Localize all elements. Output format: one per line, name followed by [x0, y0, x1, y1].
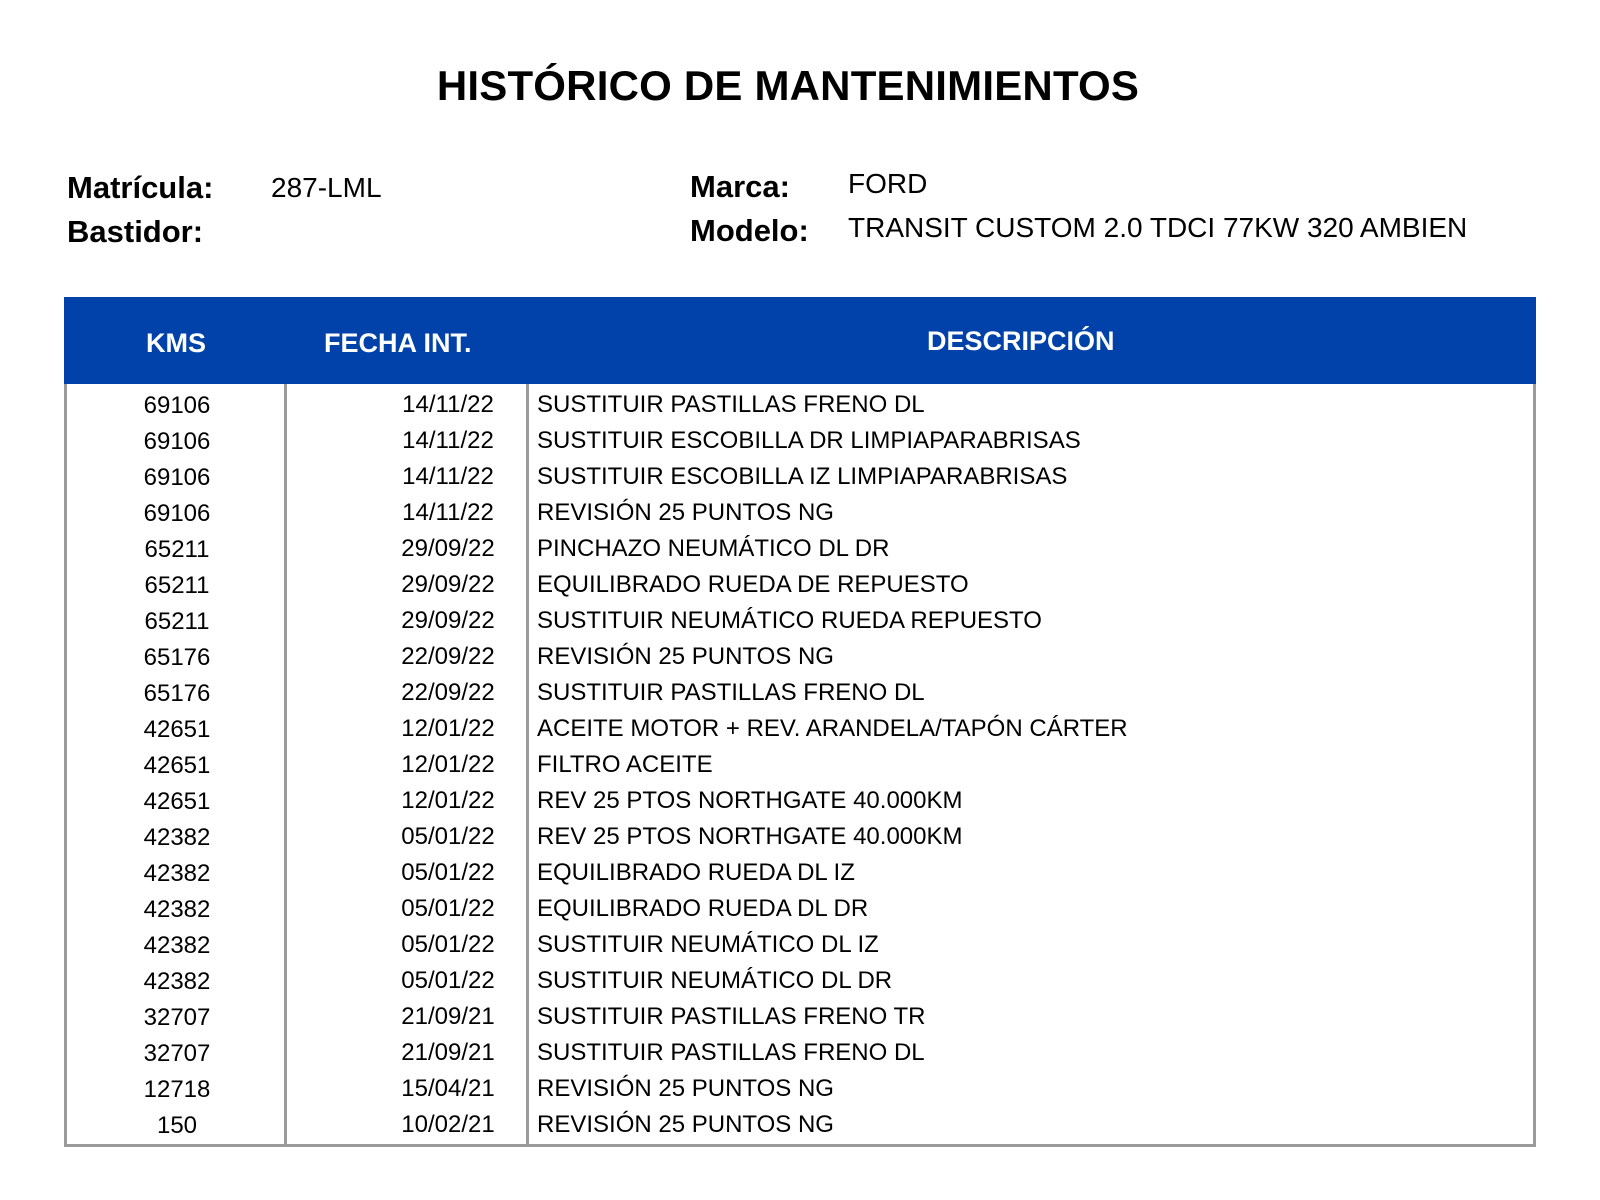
table-row — [67, 496, 1533, 532]
fecha-cell: 21/09/21 — [401, 1039, 495, 1066]
column-header-fecha: FECHA INT. — [324, 328, 472, 358]
kms-cell: 12718 — [143, 1076, 211, 1103]
kms-cell: 69106 — [143, 464, 211, 491]
descripcion-cell: SUSTITUIR PASTILLAS FRENO DL — [537, 1039, 925, 1066]
fecha-cell: 14/11/22 — [402, 427, 494, 454]
table-row — [67, 388, 1533, 424]
descripcion-cell: EQUILIBRADO RUEDA DL DR — [537, 895, 869, 922]
kms-cell: 69106 — [143, 500, 211, 527]
descripcion-cell: SUSTITUIR ESCOBILLA IZ LIMPIAPARABRISAS — [537, 463, 1068, 490]
marca-value: FORD — [848, 168, 928, 199]
table-row — [67, 532, 1533, 568]
descripcion-cell: EQUILIBRADO RUEDA DE REPUESTO — [537, 571, 969, 598]
kms-cell: 65211 — [144, 536, 210, 563]
fecha-cell: 05/01/22 — [401, 859, 495, 886]
descripcion-cell: ACEITE MOTOR + REV. ARANDELA/TAPÓN CÁRTER — [537, 715, 1128, 742]
kms-cell: 42382 — [143, 968, 211, 995]
table-row — [67, 640, 1533, 676]
bastidor-label: Bastidor: — [67, 214, 204, 249]
fecha-cell: 29/09/22 — [401, 607, 495, 634]
table-row — [67, 676, 1533, 712]
table-row — [67, 784, 1533, 820]
descripcion-cell: SUSTITUIR PASTILLAS FRENO DL — [537, 391, 925, 418]
modelo-value: TRANSIT CUSTOM 2.0 TDCI 77KW 320 AMBIEN — [848, 212, 1468, 243]
kms-cell: 42382 — [143, 896, 211, 923]
kms-cell: 42651 — [143, 788, 211, 815]
marca-label: Marca: — [690, 169, 790, 204]
fecha-cell: 21/09/21 — [401, 1003, 495, 1030]
maintenance-table — [64, 297, 1536, 1147]
kms-cell: 65176 — [143, 680, 211, 707]
table-row — [67, 820, 1533, 856]
column-header-kms: KMS — [146, 328, 206, 358]
fecha-cell: 12/01/22 — [401, 715, 495, 742]
page-title: HISTÓRICO DE MANTENIMIENTOS — [436, 62, 1140, 109]
table-row — [67, 424, 1533, 460]
table-row — [67, 892, 1533, 928]
table-row — [67, 604, 1533, 640]
descripcion-cell: EQUILIBRADO RUEDA DL IZ — [537, 859, 855, 886]
kms-cell: 32707 — [143, 1004, 211, 1031]
matricula-value: 287-LML — [271, 172, 382, 203]
table-row — [67, 928, 1533, 964]
descripcion-cell: SUSTITUIR PASTILLAS FRENO TR — [537, 1003, 926, 1030]
descripcion-cell: REVISIÓN 25 PUNTOS NG — [537, 643, 834, 670]
table-header — [64, 297, 1536, 384]
fecha-cell: 05/01/22 — [401, 967, 495, 994]
kms-cell: 65176 — [143, 644, 211, 671]
kms-cell: 32707 — [143, 1040, 211, 1067]
fecha-cell: 05/01/22 — [401, 931, 495, 958]
fecha-cell: 22/09/22 — [401, 643, 495, 670]
kms-cell: 69106 — [143, 428, 211, 455]
fecha-cell: 29/09/22 — [401, 571, 495, 598]
table-row — [67, 1072, 1533, 1108]
kms-cell: 69106 — [143, 392, 211, 419]
table-row — [67, 460, 1533, 496]
kms-cell: 42651 — [143, 716, 211, 743]
descripcion-cell: REV 25 PTOS NORTHGATE 40.000KM — [537, 787, 963, 814]
descripcion-cell: SUSTITUIR PASTILLAS FRENO DL — [537, 679, 925, 706]
descripcion-cell: SUSTITUIR NEUMÁTICO DL IZ — [537, 931, 879, 958]
fecha-cell: 12/01/22 — [401, 751, 495, 778]
table-row — [67, 1000, 1533, 1036]
kms-cell: 65211 — [144, 572, 210, 599]
table-body — [67, 388, 1533, 1144]
fecha-cell: 14/11/22 — [402, 499, 494, 526]
table-row — [67, 712, 1533, 748]
fecha-cell: 14/11/22 — [402, 463, 494, 490]
fecha-cell: 05/01/22 — [401, 895, 495, 922]
table-row — [67, 1108, 1533, 1144]
kms-cell: 42382 — [143, 824, 211, 851]
fecha-cell: 15/04/21 — [401, 1075, 495, 1102]
descripcion-cell: SUSTITUIR NEUMÁTICO DL DR — [537, 967, 893, 994]
descripcion-cell: FILTRO ACEITE — [537, 751, 713, 778]
table-row — [67, 964, 1533, 1000]
descripcion-cell: SUSTITUIR ESCOBILLA DR LIMPIAPARABRISAS — [537, 427, 1081, 454]
fecha-cell: 05/01/22 — [401, 823, 495, 850]
table-row — [67, 568, 1533, 604]
descripcion-cell: PINCHAZO NEUMÁTICO DL DR — [537, 535, 890, 562]
fecha-cell: 29/09/22 — [401, 535, 495, 562]
kms-cell: 42382 — [143, 932, 211, 959]
descripcion-cell: REV 25 PTOS NORTHGATE 40.000KM — [537, 823, 963, 850]
column-header-descripcion: DESCRIPCIÓN — [927, 326, 1115, 356]
descripcion-cell: REVISIÓN 25 PUNTOS NG — [537, 1111, 834, 1138]
table-row — [67, 748, 1533, 784]
descripcion-cell: REVISIÓN 25 PUNTOS NG — [537, 499, 834, 526]
descripcion-cell: SUSTITUIR NEUMÁTICO RUEDA REPUESTO — [537, 607, 1042, 634]
fecha-cell: 14/11/22 — [402, 391, 494, 418]
kms-cell: 65211 — [144, 608, 210, 635]
modelo-label: Modelo: — [690, 213, 809, 248]
fecha-cell: 10/02/21 — [401, 1111, 495, 1138]
kms-cell: 150 — [156, 1112, 198, 1139]
table-row — [67, 856, 1533, 892]
descripcion-cell: REVISIÓN 25 PUNTOS NG — [537, 1075, 834, 1102]
matricula-label: Matrícula: — [67, 170, 214, 205]
table-row — [67, 1036, 1533, 1072]
fecha-cell: 22/09/22 — [401, 679, 495, 706]
kms-cell: 42382 — [143, 860, 211, 887]
kms-cell: 42651 — [143, 752, 211, 779]
fecha-cell: 12/01/22 — [401, 787, 495, 814]
